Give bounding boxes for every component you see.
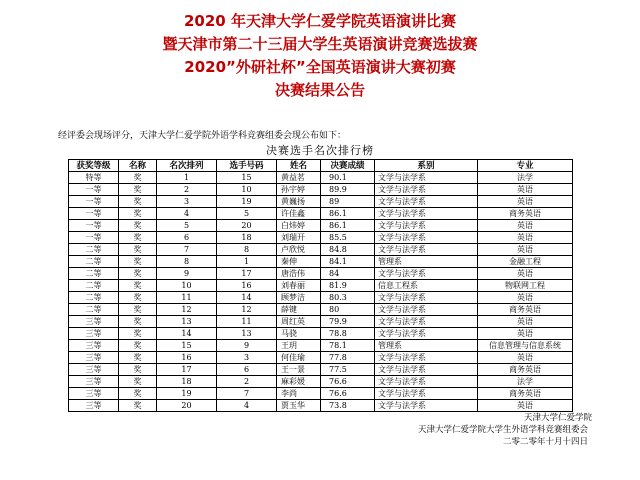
cell-award-level: 三等 <box>69 364 119 376</box>
cell-final-score: 89.9 <box>321 184 375 196</box>
cell-award-level: 二等 <box>69 304 119 316</box>
results-table <box>68 159 573 412</box>
table-header-row <box>69 160 573 172</box>
cell-rank: 2 <box>157 184 217 196</box>
table-row <box>69 172 573 184</box>
cell-award-name: 奖 <box>119 208 157 220</box>
cell-award-level: 二等 <box>69 268 119 280</box>
cell-contestant-number: 9 <box>217 340 277 352</box>
cell-name: 刘春丽 <box>277 280 321 292</box>
header-name: 姓名 <box>277 160 321 172</box>
cell-final-score: 76.6 <box>321 388 375 400</box>
cell-department: 文学与法学系 <box>375 352 478 364</box>
cell-department: 文学与法学系 <box>375 376 478 388</box>
table-row <box>69 388 573 400</box>
cell-name: 孙宇婷 <box>277 184 321 196</box>
cell-name: 黄巍扬 <box>277 196 321 208</box>
cell-rank: 4 <box>157 208 217 220</box>
table-row <box>69 316 573 328</box>
intro-text: 经评委会现场评分，天津大学仁爱学院外语学科竞赛组委会现公布如下： <box>58 131 347 141</box>
cell-department: 文学与法学系 <box>375 220 478 232</box>
cell-department: 管理系 <box>375 256 478 268</box>
table-row <box>69 196 573 208</box>
cell-rank: 6 <box>157 232 217 244</box>
cell-award-name: 奖 <box>119 220 157 232</box>
cell-name: 王一景 <box>277 364 321 376</box>
cell-award-level: 三等 <box>69 316 119 328</box>
table-row <box>69 256 573 268</box>
cell-final-score: 84.8 <box>321 244 375 256</box>
table-row <box>69 268 573 280</box>
cell-award-level: 三等 <box>69 400 119 412</box>
table-row <box>69 244 573 256</box>
cell-final-score: 84.1 <box>321 256 375 268</box>
cell-contestant-number: 16 <box>217 280 277 292</box>
cell-contestant-number: 18 <box>217 232 277 244</box>
cell-final-score: 84 <box>321 268 375 280</box>
cell-name: 李尚 <box>277 388 321 400</box>
cell-award-level: 三等 <box>69 340 119 352</box>
cell-contestant-number: 11 <box>217 316 277 328</box>
cell-major: 物联网工程 <box>478 280 573 292</box>
cell-award-name: 奖 <box>119 244 157 256</box>
signature-institution: 天津大学仁爱学院 <box>523 413 592 423</box>
cell-final-score: 77.5 <box>321 364 375 376</box>
table-title: 决赛选手名次排行榜 <box>266 144 374 157</box>
cell-major: 法学 <box>478 172 573 184</box>
header-award-name: 名称 <box>119 160 157 172</box>
cell-contestant-number: 7 <box>217 388 277 400</box>
cell-award-name: 奖 <box>119 328 157 340</box>
cell-name: 王玥 <box>277 340 321 352</box>
cell-award-level: 三等 <box>69 328 119 340</box>
table-row <box>69 400 573 412</box>
cell-rank: 9 <box>157 268 217 280</box>
cell-award-name: 奖 <box>119 232 157 244</box>
cell-name: 贾玉华 <box>277 400 321 412</box>
cell-rank: 20 <box>157 400 217 412</box>
cell-major: 英语 <box>478 244 573 256</box>
cell-rank: 16 <box>157 352 217 364</box>
cell-rank: 12 <box>157 304 217 316</box>
cell-rank: 18 <box>157 376 217 388</box>
title-line-4: 决赛结果公告 <box>274 81 365 99</box>
cell-contestant-number: 12 <box>217 304 277 316</box>
cell-department: 文学与法学系 <box>375 268 478 280</box>
cell-award-name: 奖 <box>119 340 157 352</box>
table-row <box>69 328 573 340</box>
header-rank: 名次排列 <box>157 160 217 172</box>
cell-award-level: 三等 <box>69 376 119 388</box>
cell-award-name: 奖 <box>119 184 157 196</box>
cell-name: 何佳瑜 <box>277 352 321 364</box>
cell-final-score: 80 <box>321 304 375 316</box>
cell-contestant-number: 2 <box>217 376 277 388</box>
cell-name: 顾梦洁 <box>277 292 321 304</box>
cell-contestant-number: 20 <box>217 220 277 232</box>
table-row <box>69 376 573 388</box>
header-major: 专业 <box>478 160 573 172</box>
cell-contestant-number: 13 <box>217 328 277 340</box>
cell-award-level: 三等 <box>69 388 119 400</box>
cell-rank: 15 <box>157 340 217 352</box>
table-row <box>69 280 573 292</box>
cell-name: 刘瑞开 <box>277 232 321 244</box>
cell-major: 英语 <box>478 196 573 208</box>
cell-major: 英语 <box>478 292 573 304</box>
table-row <box>69 232 573 244</box>
table-row <box>69 304 573 316</box>
cell-major: 英语 <box>478 220 573 232</box>
cell-department: 文学与法学系 <box>375 232 478 244</box>
cell-name: 马骁 <box>277 328 321 340</box>
cell-award-name: 奖 <box>119 196 157 208</box>
cell-department: 管理系 <box>375 340 478 352</box>
title-line-3: 2020”外研社杯”全国英语演讲大赛初赛 <box>184 58 456 76</box>
cell-final-score: 86.1 <box>321 220 375 232</box>
cell-rank: 5 <box>157 220 217 232</box>
cell-major: 英语 <box>478 184 573 196</box>
cell-name: 许佳鑫 <box>277 208 321 220</box>
cell-department: 文学与法学系 <box>375 184 478 196</box>
cell-major: 英语 <box>478 232 573 244</box>
cell-award-level: 一等 <box>69 184 119 196</box>
cell-final-score: 89 <box>321 196 375 208</box>
cell-name: 唐浩伟 <box>277 268 321 280</box>
cell-rank: 3 <box>157 196 217 208</box>
cell-department: 文学与法学系 <box>375 292 478 304</box>
cell-department: 文学与法学系 <box>375 328 478 340</box>
cell-final-score: 81.9 <box>321 280 375 292</box>
cell-award-level: 特等 <box>69 172 119 184</box>
cell-award-name: 奖 <box>119 316 157 328</box>
table-row <box>69 364 573 376</box>
cell-award-level: 二等 <box>69 292 119 304</box>
cell-final-score: 79.9 <box>321 316 375 328</box>
cell-award-level: 一等 <box>69 232 119 244</box>
cell-award-name: 奖 <box>119 376 157 388</box>
cell-award-name: 奖 <box>119 400 157 412</box>
signature-date: 二零二零年十月十四日 <box>502 437 588 447</box>
cell-award-name: 奖 <box>119 364 157 376</box>
cell-award-name: 奖 <box>119 268 157 280</box>
cell-major: 商务英语 <box>478 304 573 316</box>
cell-final-score: 73.8 <box>321 400 375 412</box>
signature-committee: 天津大学仁爱学院大学生外语学科竞赛组委会 <box>417 425 588 435</box>
cell-major: 英语 <box>478 268 573 280</box>
cell-contestant-number: 6 <box>217 364 277 376</box>
cell-major: 英语 <box>478 400 573 412</box>
cell-award-level: 一等 <box>69 196 119 208</box>
cell-contestant-number: 3 <box>217 352 277 364</box>
announcement-titles <box>0 10 640 102</box>
cell-contestant-number: 1 <box>217 256 277 268</box>
cell-name: 卢欣悦 <box>277 244 321 256</box>
cell-major: 商务英语 <box>478 364 573 376</box>
table-row <box>69 340 573 352</box>
cell-rank: 19 <box>157 388 217 400</box>
cell-major: 商务英语 <box>478 208 573 220</box>
cell-major: 英语 <box>478 316 573 328</box>
cell-major: 法学 <box>478 376 573 388</box>
cell-name: 黄益茗 <box>277 172 321 184</box>
header-department: 系别 <box>375 160 478 172</box>
cell-rank: 17 <box>157 364 217 376</box>
cell-contestant-number: 14 <box>217 292 277 304</box>
cell-department: 文学与法学系 <box>375 208 478 220</box>
cell-final-score: 78.1 <box>321 340 375 352</box>
cell-department: 文学与法学系 <box>375 196 478 208</box>
cell-major: 金融工程 <box>478 256 573 268</box>
cell-department: 文学与法学系 <box>375 388 478 400</box>
cell-award-name: 奖 <box>119 304 157 316</box>
cell-contestant-number: 15 <box>217 172 277 184</box>
cell-award-level: 一等 <box>69 208 119 220</box>
header-award-level: 获奖等级 <box>69 160 119 172</box>
cell-contestant-number: 19 <box>217 196 277 208</box>
cell-award-level: 二等 <box>69 244 119 256</box>
table-row <box>69 220 573 232</box>
cell-award-level: 二等 <box>69 280 119 292</box>
cell-final-score: 90.1 <box>321 172 375 184</box>
cell-major: 英语 <box>478 328 573 340</box>
cell-name: 秦伸 <box>277 256 321 268</box>
cell-contestant-number: 17 <box>217 268 277 280</box>
cell-major: 英语 <box>478 352 573 364</box>
cell-award-name: 奖 <box>119 280 157 292</box>
cell-award-level: 一等 <box>69 220 119 232</box>
cell-final-score: 78.8 <box>321 328 375 340</box>
cell-department: 文学与法学系 <box>375 172 478 184</box>
cell-name: 薛键 <box>277 304 321 316</box>
cell-award-name: 奖 <box>119 388 157 400</box>
cell-contestant-number: 4 <box>217 400 277 412</box>
cell-department: 文学与法学系 <box>375 364 478 376</box>
cell-department: 文学与法学系 <box>375 304 478 316</box>
cell-final-score: 86.1 <box>321 208 375 220</box>
cell-name: 白炜婷 <box>277 220 321 232</box>
cell-major: 信息管理与信息系统 <box>478 340 573 352</box>
cell-department: 文学与法学系 <box>375 244 478 256</box>
cell-final-score: 76.6 <box>321 376 375 388</box>
cell-award-name: 奖 <box>119 292 157 304</box>
cell-rank: 11 <box>157 292 217 304</box>
table-row <box>69 352 573 364</box>
table-row <box>69 184 573 196</box>
cell-rank: 10 <box>157 280 217 292</box>
cell-rank: 13 <box>157 316 217 328</box>
cell-major: 商务英语 <box>478 388 573 400</box>
header-contestant-number: 选手号码 <box>217 160 277 172</box>
cell-contestant-number: 5 <box>217 208 277 220</box>
cell-rank: 8 <box>157 256 217 268</box>
cell-final-score: 77.8 <box>321 352 375 364</box>
cell-award-name: 奖 <box>119 256 157 268</box>
cell-contestant-number: 8 <box>217 244 277 256</box>
cell-final-score: 85.5 <box>321 232 375 244</box>
cell-final-score: 80.3 <box>321 292 375 304</box>
cell-rank: 14 <box>157 328 217 340</box>
cell-department: 文学与法学系 <box>375 400 478 412</box>
cell-department: 文学与法学系 <box>375 316 478 328</box>
cell-name: 麻彩媛 <box>277 376 321 388</box>
table-row <box>69 292 573 304</box>
title-line-1: 2020 年天津大学仁爱学院英语演讲比赛 <box>184 12 456 30</box>
cell-rank: 1 <box>157 172 217 184</box>
cell-award-level: 三等 <box>69 352 119 364</box>
header-final-score: 决赛成绩 <box>321 160 375 172</box>
table-row <box>69 208 573 220</box>
cell-rank: 7 <box>157 244 217 256</box>
cell-award-level: 二等 <box>69 256 119 268</box>
title-line-2: 暨天津市第二十三届大学生英语演讲竞赛选拔赛 <box>162 35 478 53</box>
cell-department: 信息工程系 <box>375 280 478 292</box>
cell-award-name: 奖 <box>119 172 157 184</box>
cell-name: 周红英 <box>277 316 321 328</box>
cell-award-name: 奖 <box>119 352 157 364</box>
cell-contestant-number: 10 <box>217 184 277 196</box>
